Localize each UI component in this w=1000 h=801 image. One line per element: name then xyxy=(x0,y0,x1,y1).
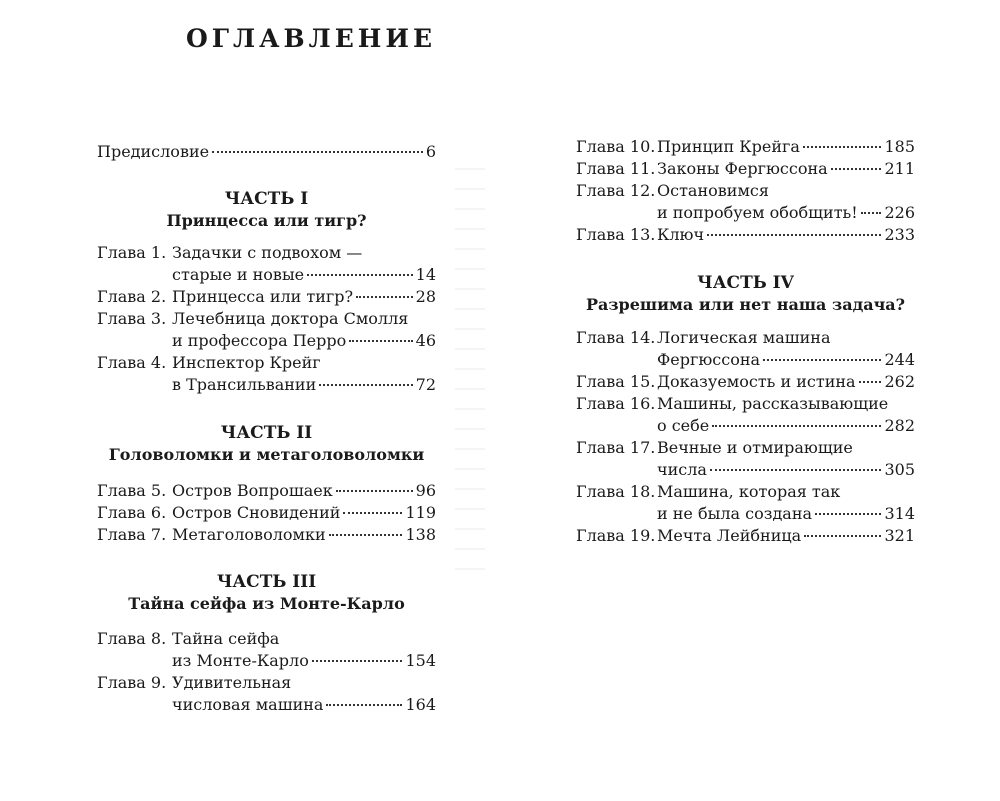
page-number: 185 xyxy=(884,137,915,156)
dot-leader xyxy=(326,704,402,706)
chapter-title-line[interactable]: Задачки с подвохом — xyxy=(172,243,363,262)
chapter-prefix: Глава 12. xyxy=(576,181,656,200)
dot-leader xyxy=(712,425,881,427)
part-subtitle: Тайна сейфа из Монте-Карло xyxy=(128,594,405,613)
toc-entry-chapter-8[interactable] xyxy=(172,650,436,672)
toc-entry-chapter-15[interactable] xyxy=(657,371,915,393)
toc-entry-chapter-3[interactable] xyxy=(172,330,436,352)
chapter-prefix: Глава 11. xyxy=(576,159,656,178)
chapter-prefix: Глава 1. xyxy=(97,243,167,262)
dot-leader xyxy=(343,512,402,514)
dot-leader xyxy=(349,340,412,342)
chapter-prefix: Глава 15. xyxy=(576,372,656,391)
chapter-title-line[interactable]: Остановимся xyxy=(657,181,769,200)
page-number: 233 xyxy=(884,225,915,244)
page-number: 244 xyxy=(884,350,915,369)
chapter-title-line: в Трансильвании xyxy=(172,375,317,394)
toc-entry-chapter-14[interactable] xyxy=(657,349,915,371)
toc-entry-chapter-10[interactable] xyxy=(657,136,915,158)
page-number: 211 xyxy=(884,159,915,178)
toc-entry-chapter-7[interactable] xyxy=(172,524,436,546)
dot-leader xyxy=(804,535,881,537)
entry-label: Предисловие xyxy=(97,142,210,161)
dot-leader xyxy=(319,384,412,386)
chapter-title-line: числовая машина xyxy=(172,695,324,714)
dot-leader xyxy=(329,534,403,536)
page-number: 28 xyxy=(415,287,436,306)
chapter-title-line: и профессора Перро xyxy=(172,331,347,350)
chapter-title-line: Доказуемость и истина xyxy=(657,372,856,391)
dot-leader xyxy=(212,151,423,153)
dot-leader xyxy=(803,146,882,148)
part-subtitle: Головоломки и метаголоволомки xyxy=(108,445,425,464)
toc-entry-chapter-1[interactable] xyxy=(172,264,436,286)
dot-leader xyxy=(710,469,882,471)
chapter-title-line: Остров Вопрошаек xyxy=(172,481,333,500)
chapter-title-line: Законы Фергюссона xyxy=(657,159,828,178)
chapter-title-line: Принцесса или тигр? xyxy=(172,287,354,306)
toc-entry-chapter-16[interactable] xyxy=(657,415,915,437)
part-subtitle: Принцесса или тигр? xyxy=(166,211,367,230)
chapter-title-line: и не была создана xyxy=(657,504,813,523)
chapter-prefix: Глава 3. xyxy=(97,309,167,328)
toc-entry-chapter-5[interactable] xyxy=(172,480,436,502)
chapter-title-line[interactable]: Инспектор Крейг xyxy=(172,353,321,372)
toc-entry-chapter-9[interactable] xyxy=(172,694,436,716)
toc-entry-preface[interactable] xyxy=(97,141,436,163)
chapter-title-line: старые и новые xyxy=(172,265,305,284)
chapter-prefix: Глава 16. xyxy=(576,394,656,413)
dot-leader xyxy=(336,490,413,492)
part-heading: ЧАСТЬ III xyxy=(216,572,317,592)
toc-entry-chapter-6[interactable] xyxy=(172,502,436,524)
chapter-title-line[interactable]: Машина, которая так xyxy=(657,482,841,501)
dot-leader xyxy=(763,359,881,361)
dot-leader xyxy=(307,274,413,276)
page-number: 164 xyxy=(405,695,436,714)
chapter-prefix: Глава 4. xyxy=(97,353,167,372)
chapter-prefix: Глава 5. xyxy=(97,481,167,500)
page-number: 14 xyxy=(415,265,436,284)
chapter-title-line: Мечта Лейбница xyxy=(657,526,802,545)
toc-entry-chapter-4[interactable] xyxy=(172,374,436,396)
chapter-prefix: Глава 8. xyxy=(97,629,167,648)
page-number: 96 xyxy=(415,481,436,500)
page-number: 226 xyxy=(884,203,915,222)
chapter-prefix: Глава 7. xyxy=(97,525,167,544)
dot-leader xyxy=(831,168,882,170)
chapter-prefix: Глава 19. xyxy=(576,526,656,545)
chapter-prefix: Глава 18. xyxy=(576,482,656,501)
page-number: 282 xyxy=(884,416,915,435)
page-number: 46 xyxy=(415,331,436,350)
chapter-prefix: Глава 6. xyxy=(97,503,167,522)
chapter-title-line[interactable]: Лечебница доктора Смолля xyxy=(172,309,409,328)
chapter-title-line: числа xyxy=(657,460,707,479)
dot-leader xyxy=(815,513,881,515)
page-number: 314 xyxy=(884,504,915,523)
part-heading: ЧАСТЬ IV xyxy=(697,273,794,293)
page-number: 154 xyxy=(405,651,436,670)
toc-entry-chapter-13[interactable] xyxy=(657,224,915,246)
dot-leader xyxy=(312,660,403,662)
toc-entry-chapter-11[interactable] xyxy=(657,158,915,180)
chapter-title-line: и попробуем обобщить! xyxy=(657,203,858,222)
page-number: 119 xyxy=(405,503,436,522)
chapter-title-line: Остров Сновидений xyxy=(172,503,341,522)
chapter-title-line: Метаголоволомки xyxy=(172,525,326,544)
toc-entry-chapter-18[interactable] xyxy=(657,503,915,525)
chapter-prefix: Глава 17. xyxy=(576,438,656,457)
toc-entry-chapter-12[interactable] xyxy=(657,202,915,224)
chapter-title-line: о себе xyxy=(657,416,710,435)
chapter-prefix: Глава 13. xyxy=(576,225,656,244)
chapter-prefix: Глава 9. xyxy=(97,673,167,692)
chapter-title-line[interactable]: Удивительная xyxy=(172,673,292,692)
chapter-prefix: Глава 2. xyxy=(97,287,167,306)
right-page xyxy=(540,0,1000,801)
dot-leader xyxy=(356,296,413,298)
page-number: 6 xyxy=(425,142,436,161)
chapter-title-line[interactable]: Вечные и отмирающие xyxy=(657,438,853,457)
toc-entry-chapter-17[interactable] xyxy=(657,459,915,481)
part-heading: ЧАСТЬ I xyxy=(224,189,309,209)
page-number: 72 xyxy=(415,375,436,394)
chapter-prefix: Глава 10. xyxy=(576,137,656,156)
chapter-title-line: Принцип Крейга xyxy=(657,137,800,156)
left-page xyxy=(0,0,470,801)
chapter-title-line[interactable]: Тайна сейфа xyxy=(172,629,280,648)
chapter-title-line: Ключ xyxy=(657,225,705,244)
dot-leader xyxy=(861,212,882,214)
chapter-title-line: из Монте-Карло xyxy=(172,651,309,670)
dot-leader xyxy=(859,381,882,383)
chapter-prefix: Глава 14. xyxy=(576,328,656,347)
dot-leader xyxy=(707,234,881,236)
part-subtitle: Разрешима или нет наша задача? xyxy=(585,295,906,314)
chapter-title-line[interactable]: Логическая машина xyxy=(657,328,831,347)
toc-entry-chapter-2[interactable] xyxy=(172,286,436,308)
page-number: 138 xyxy=(405,525,436,544)
page-number: 262 xyxy=(884,372,915,391)
part-heading: ЧАСТЬ II xyxy=(220,423,313,443)
page-number: 321 xyxy=(884,526,915,545)
page-number: 305 xyxy=(884,460,915,479)
toc-entry-chapter-19[interactable] xyxy=(657,525,915,547)
chapter-title-line[interactable]: Машины, рассказывающие xyxy=(657,394,889,413)
page-title: ОГЛАВЛЕНИЕ xyxy=(186,24,437,53)
chapter-title-line: Фергюссона xyxy=(657,350,761,369)
